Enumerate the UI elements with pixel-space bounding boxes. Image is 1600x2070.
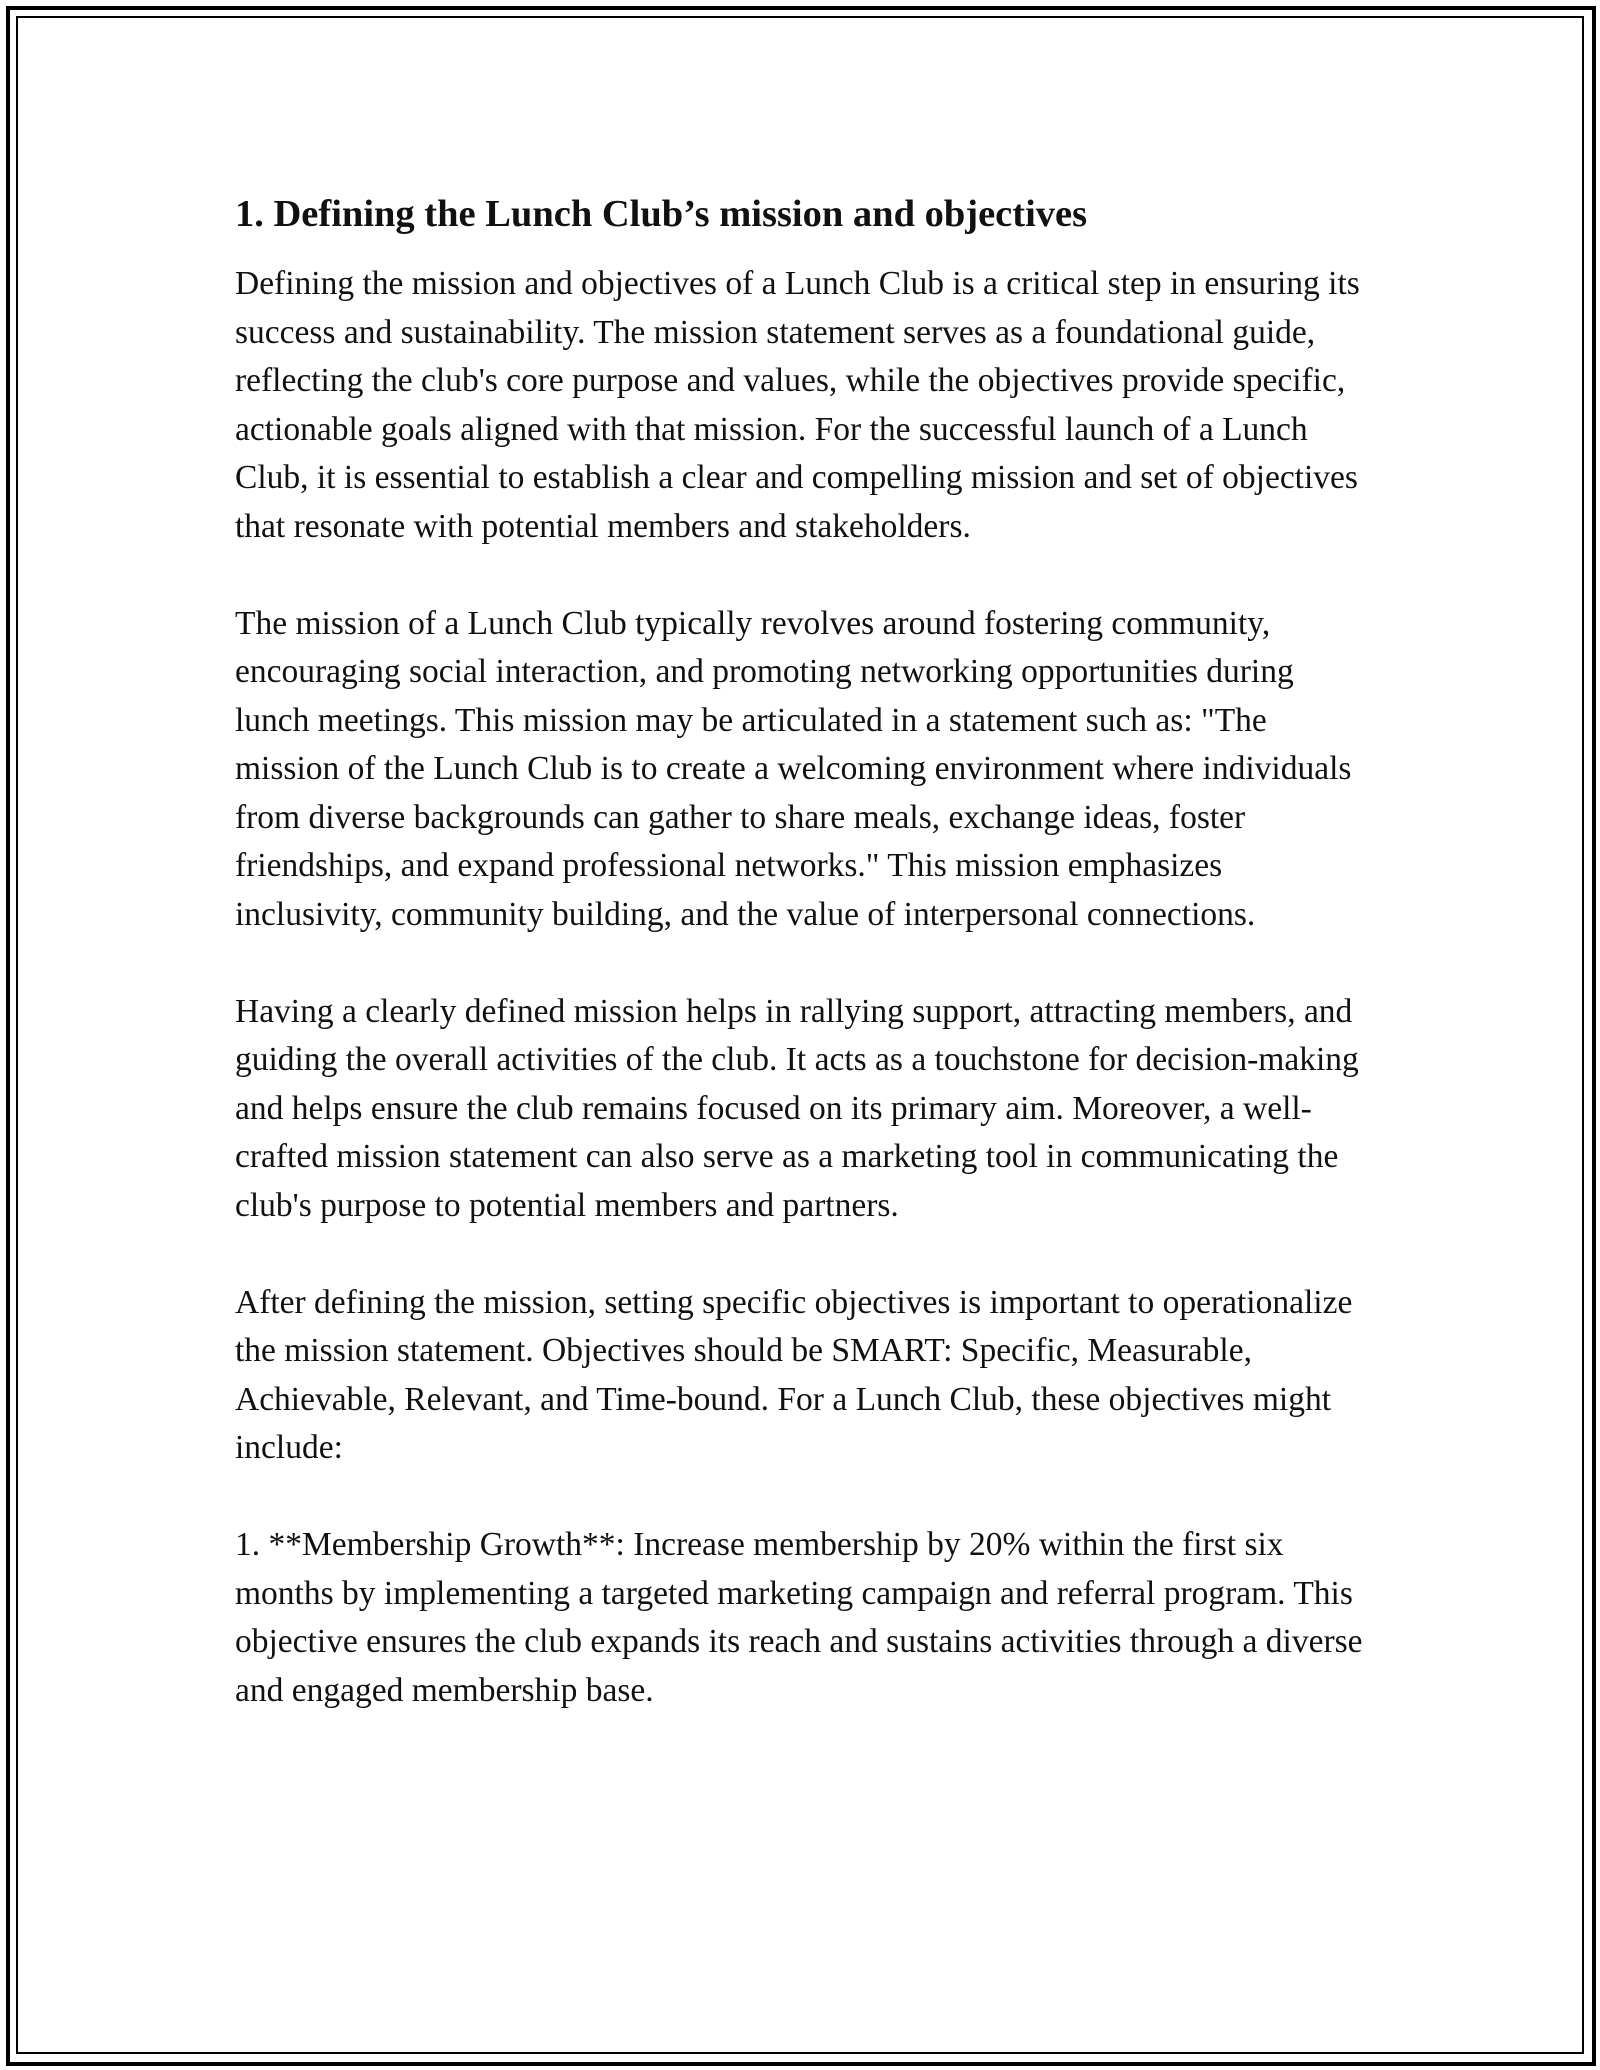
paragraph-objectives: After defining the mission, setting specific objectives is important to operationalize the mission statement. Objectives should be SMART: Specific, Measurable, Achievable, Relevant, and Time-bound. For a Lunch Club, these objectives might include: <box>235 1283 1353 1466</box>
paragraph-introduction: Defining the mission and objectives of a Lunch Club is a critical step in ensuring its success and sustainability. The mission statement serves as a foundational guide, reflecting the club's core purpose and values, while the objectives provide specific, actionable goals aligned with that mission. For the successful launch of a Lunch Club, it is essential to establish a clear and compelling mission and set of objectives that resonate with potential members and stakeholders. <box>235 265 1360 545</box>
document-body <box>235 188 1365 1764</box>
paragraph-mission-benefits: Having a clearly defined mission helps in rallying support, attracting members, and guiding the overall activities of the club. It acts as a touchstone for decision-making and helps ensure the club remains focused on its primary aim. Moreover, a well-crafted mission statement can also serve as a marketing tool in communicating the club's purpose to potential members and partners. <box>235 992 1359 1224</box>
paragraph-mission: The mission of a Lunch Club typically revolves around fostering community, encouraging social interaction, and promoting networking opportunities during lunch meetings. This mission may be articulated in a statement such as: "The mission of the Lunch Club is to create a welcoming environment where individuals from diverse backgrounds can gather to share meals, exchange ideas, foster friendships, and expand professional networks." This mission emphasizes inclusivity, community building, and the value of interpersonal connections. <box>235 604 1352 933</box>
paragraph-membership-growth: 1. **Membership Growth**: Increase membership by 20% within the first six months by implementing a targeted marketing campaign and referral program. This objective ensures the club expands its reach and sustains activities through a diverse and engaged membership base. <box>235 1526 1363 1709</box>
section-heading: 1. Defining the Lunch Club’s mission and objectives <box>235 193 1088 235</box>
